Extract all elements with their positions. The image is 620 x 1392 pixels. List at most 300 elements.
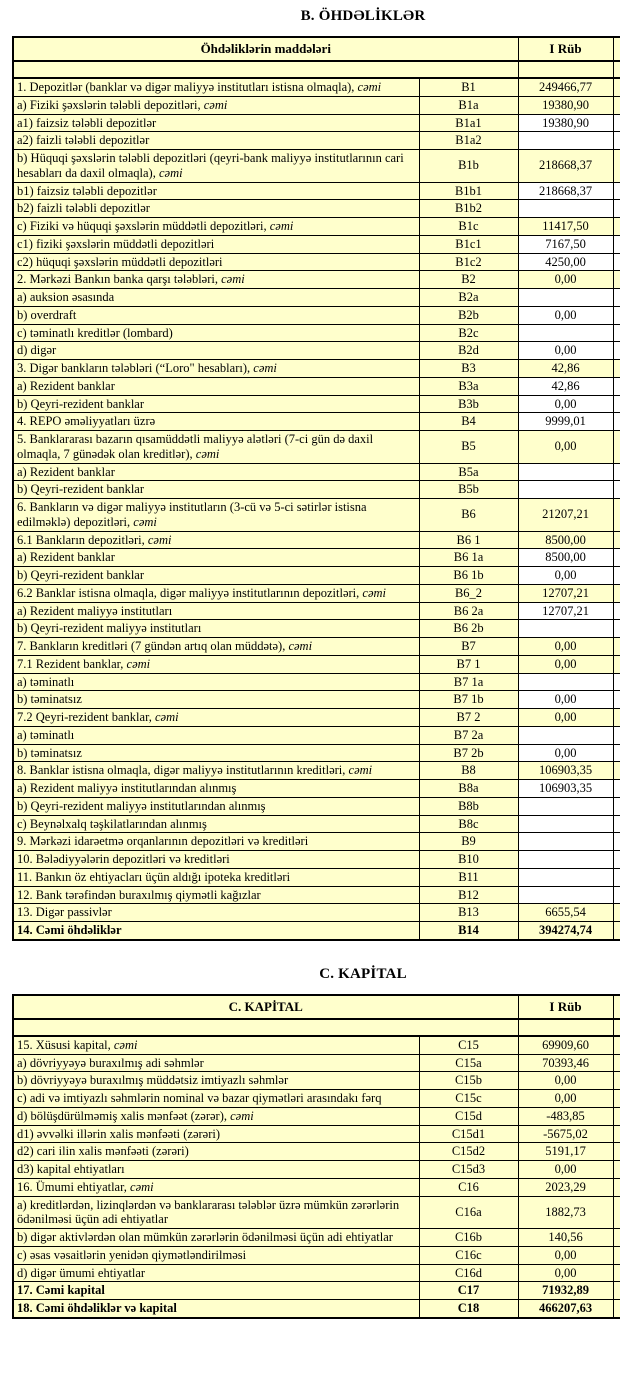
row-label [13, 815, 419, 833]
row-label [13, 132, 419, 150]
row-value: -483,85 [518, 1107, 613, 1125]
row-next-period-cell [613, 218, 620, 236]
row-code: B8 [419, 762, 518, 780]
row-label-italic: cəmi [154, 710, 179, 724]
row-label [13, 114, 419, 132]
row-code: B7 2a [419, 726, 518, 744]
row-label-text: 2. Mərkəzi Bankın banka qarşı tələbləri, [17, 272, 222, 287]
row-next-period-cell [613, 673, 620, 691]
row-next-period-cell [613, 78, 620, 96]
table-row [13, 289, 620, 307]
table-row [13, 1090, 620, 1108]
row-label [13, 1246, 419, 1264]
row-next-period-cell [613, 868, 620, 886]
row-label [13, 833, 419, 851]
row-value: 0,00 [518, 691, 613, 709]
table-row [13, 602, 620, 620]
row-code: C16a [419, 1196, 518, 1229]
row-value [518, 324, 613, 342]
row-next-period-cell [613, 780, 620, 798]
row-label [13, 481, 419, 499]
row-label [13, 1300, 419, 1318]
row-code: B1b1 [419, 182, 518, 200]
row-label-text: d1) əvvəlki illərin xalis mənfəəti (zərəri) [17, 1126, 221, 1141]
row-code: C15 [419, 1036, 518, 1054]
row-next-period-cell [613, 1107, 620, 1125]
row-next-period-cell [613, 342, 620, 360]
row-label-text: a) Rezident banklar [17, 378, 115, 393]
row-value: 71932,89 [518, 1282, 613, 1300]
row-next-period-cell [613, 1178, 620, 1196]
row-next-period-cell [613, 306, 620, 324]
row-value [518, 200, 613, 218]
row-next-period-cell [613, 1036, 620, 1054]
row-code: C15a [419, 1054, 518, 1072]
row-label [13, 235, 419, 253]
row-label [13, 584, 419, 602]
capital-table [12, 994, 620, 1319]
row-next-period-cell [613, 235, 620, 253]
row-label-text: b) dövriyyəyə buraxılmış müddətsiz imtiyazlı səhmlər [17, 1073, 289, 1088]
table-row [13, 182, 620, 200]
row-value: 249466,77 [518, 78, 613, 96]
row-label-text: a) kreditlərdən, lizinqlərdən və banklararası tələblər üzrə mümkün zərərlərin ödənilməsi üçün adi ehtiyatlar [17, 1197, 400, 1227]
row-label-text: d) bölüşdürülməmiş xalis mənfəət (zərər), [17, 1108, 231, 1123]
row-label-text: a) təminatlı [17, 727, 75, 742]
row-value: 0,00 [518, 1264, 613, 1282]
row-label [13, 395, 419, 413]
section-b-title: B. ÖHDƏLİKLƏR [300, 8, 426, 24]
table-row [13, 395, 620, 413]
spacer-cell [13, 1019, 518, 1036]
table-row [13, 691, 620, 709]
row-code: B7 2 [419, 709, 518, 727]
row-next-period-cell [613, 1072, 620, 1090]
table-row [13, 235, 620, 253]
row-value [518, 289, 613, 307]
row-value [518, 868, 613, 886]
table-row [13, 1300, 620, 1318]
row-next-period-cell [613, 1161, 620, 1179]
row-label [13, 620, 419, 638]
row-value: 0,00 [518, 1072, 613, 1090]
row-label [13, 78, 419, 96]
row-value [518, 620, 613, 638]
table-row [13, 1072, 620, 1090]
row-label-text: d2) cari ilin xalis mənfəəti (zərəri) [17, 1144, 189, 1159]
row-next-period-cell [613, 531, 620, 549]
row-value [518, 815, 613, 833]
table-row [13, 481, 620, 499]
liabilities-table [12, 36, 620, 941]
row-label [13, 1178, 419, 1196]
row-label [13, 762, 419, 780]
row-code: C16c [419, 1246, 518, 1264]
row-value [518, 797, 613, 815]
table-row [13, 342, 620, 360]
row-label-text: 13. Digər passivlər [17, 905, 112, 920]
table-row [13, 904, 620, 922]
row-label [13, 271, 419, 289]
row-code: B1a [419, 96, 518, 114]
row-value: 218668,37 [518, 182, 613, 200]
row-label-text: 10. Bələdiyyələrin depozitləri və kreditləri [17, 852, 230, 866]
row-value: 5191,17 [518, 1143, 613, 1161]
row-label-text: d) digər [17, 343, 57, 358]
spacer-row [13, 61, 620, 78]
table-row [13, 851, 620, 869]
column-header-items: C. KAPİTAL [13, 995, 518, 1019]
table-row [13, 360, 620, 378]
row-code: C16d [419, 1264, 518, 1282]
table-row [13, 886, 620, 904]
row-next-period-cell [613, 132, 620, 150]
row-code: B8a [419, 780, 518, 798]
row-code: B12 [419, 886, 518, 904]
table-row [13, 1196, 620, 1229]
row-code: B8b [419, 797, 518, 815]
table-row [13, 1282, 620, 1300]
table-row [13, 673, 620, 691]
row-next-period-cell [613, 289, 620, 307]
row-code: B1c1 [419, 235, 518, 253]
row-label-text: 6.1 Bankların depozitləri, [17, 532, 148, 547]
row-value: 0,00 [518, 271, 613, 289]
table-row [13, 271, 620, 289]
row-value: 6655,54 [518, 904, 613, 922]
row-label [13, 1054, 419, 1072]
row-value: 42,86 [518, 377, 613, 395]
row-label [13, 904, 419, 922]
row-value: -5675,02 [518, 1125, 613, 1143]
row-label-text: b) digər aktivlərdən olan mümkün zərərlərin ödənilməsi üçün adi ehtiyatlar [17, 1230, 393, 1244]
row-value: 0,00 [518, 1161, 613, 1179]
table-row [13, 726, 620, 744]
row-label [13, 655, 419, 673]
row-label [13, 726, 419, 744]
table-row [13, 762, 620, 780]
row-label [13, 691, 419, 709]
row-label-text: b2) faizli tələbli depozitlər [17, 201, 150, 216]
row-label [13, 253, 419, 271]
row-code: B7 1 [419, 655, 518, 673]
table-row [13, 218, 620, 236]
table-row [13, 1143, 620, 1161]
row-label [13, 744, 419, 762]
row-code: C15b [419, 1072, 518, 1090]
row-value: 0,00 [518, 744, 613, 762]
row-label-text: b) Qeyri-rezident banklar [17, 396, 145, 411]
row-label-text: a) Rezident maliyyə institutları [17, 603, 173, 618]
row-value: 0,00 [518, 395, 613, 413]
row-label-italic: cəmi [288, 639, 313, 653]
row-value: 7167,50 [518, 235, 613, 253]
row-label [13, 1125, 419, 1143]
column-header-period: I Rüb [518, 37, 613, 61]
row-value: 0,00 [518, 567, 613, 585]
row-label-text: a) təminatlı [17, 674, 75, 689]
table-row [13, 1246, 620, 1264]
row-value: 12707,21 [518, 602, 613, 620]
spacer-cell [613, 61, 620, 78]
row-code: B6 1b [419, 567, 518, 585]
row-next-period-cell [613, 655, 620, 673]
table-row [13, 499, 620, 532]
row-value: 4250,00 [518, 253, 613, 271]
table-row [13, 78, 620, 96]
row-code: B1a1 [419, 114, 518, 132]
row-next-period-cell [613, 395, 620, 413]
row-next-period-cell [613, 150, 620, 183]
row-value: 19380,90 [518, 96, 613, 114]
row-next-period-cell [613, 499, 620, 532]
row-label-italic: cəmi [130, 1179, 154, 1194]
row-next-period-cell [613, 851, 620, 869]
row-label [13, 413, 419, 431]
row-code: B3b [419, 395, 518, 413]
row-value: 394274,74 [518, 922, 613, 940]
row-label [13, 1229, 419, 1247]
row-label-italic: cəmi [230, 1108, 254, 1123]
row-code: B7 1b [419, 691, 518, 709]
row-label [13, 96, 419, 114]
row-label-text: 17. Cəmi kapital [17, 1283, 105, 1298]
row-value [518, 463, 613, 481]
row-label-text: 15. Xüsusi kapital, [17, 1037, 114, 1052]
row-next-period-cell [613, 253, 620, 271]
row-label-italic: cəmi [147, 532, 172, 547]
row-code: B5a [419, 463, 518, 481]
table-row [13, 132, 620, 150]
row-label [13, 218, 419, 236]
row-label-text: 18. Cəmi öhdəliklər və kapital [17, 1301, 177, 1315]
row-value: 69909,60 [518, 1036, 613, 1054]
section-c-title: C. KAPİTAL [319, 965, 407, 982]
row-code: B2 [419, 271, 518, 289]
row-value: 0,00 [518, 655, 613, 673]
row-next-period-cell [613, 1196, 620, 1229]
row-label-text: b) təminatsız [17, 745, 82, 760]
row-next-period-cell [613, 96, 620, 114]
row-value [518, 481, 613, 499]
row-label-text: 1. Depozitlər (banklar və digər maliyyə institutları istisna olmaqla), [17, 80, 358, 94]
row-label-text: c) Fiziki və hüquqi şəxslərin müddətli depozitləri, [17, 219, 270, 233]
row-label [13, 306, 419, 324]
row-label-text: b) təminatsız [17, 692, 82, 707]
row-value: 11417,50 [518, 218, 613, 236]
row-value: 0,00 [518, 709, 613, 727]
row-code: B5 [419, 431, 518, 464]
row-label [13, 1036, 419, 1054]
table-row [13, 780, 620, 798]
row-value: 0,00 [518, 342, 613, 360]
row-code: B11 [419, 868, 518, 886]
row-label-italic: cəmi [158, 165, 183, 180]
row-next-period-cell [613, 904, 620, 922]
table-row [13, 377, 620, 395]
row-code: C16b [419, 1229, 518, 1247]
row-code: B10 [419, 851, 518, 869]
row-label [13, 709, 419, 727]
table-row [13, 1125, 620, 1143]
row-next-period-cell [613, 797, 620, 815]
liabilities-rows [13, 78, 620, 940]
row-label-text: a2) faizli tələbli depozitlər [17, 133, 150, 148]
row-label [13, 549, 419, 567]
table-row [13, 833, 620, 851]
row-next-period-cell [613, 833, 620, 851]
row-label [13, 1090, 419, 1108]
row-label [13, 324, 419, 342]
row-next-period-cell [613, 567, 620, 585]
row-code: B6 1 [419, 531, 518, 549]
row-next-period-cell [613, 709, 620, 727]
row-label-text: a1) faizsiz tələbli depozitlər [17, 115, 157, 130]
row-code: B2a [419, 289, 518, 307]
row-label [13, 289, 419, 307]
row-label [13, 1264, 419, 1282]
row-label-italic: cəmi [357, 80, 382, 94]
row-next-period-cell [613, 1229, 620, 1247]
row-label [13, 673, 419, 691]
row-label [13, 1143, 419, 1161]
row-label [13, 499, 419, 532]
table-row [13, 620, 620, 638]
row-value: 2023,29 [518, 1178, 613, 1196]
table-row [13, 922, 620, 940]
row-label-text: b) Qeyri-rezident banklar [17, 568, 145, 582]
row-next-period-cell [613, 620, 620, 638]
row-label-text: c1) fiziki şəxslərin müddətli depozitləri [17, 236, 215, 251]
row-value: 9999,01 [518, 413, 613, 431]
table-row [13, 797, 620, 815]
row-label-italic: cəmi [253, 361, 277, 375]
row-label [13, 377, 419, 395]
row-label [13, 602, 419, 620]
table-row [13, 1054, 620, 1072]
spacer-row [13, 1019, 620, 1036]
spacer-cell [518, 61, 613, 78]
row-label-text: 7.2 Qeyri-rezident banklar, [17, 710, 155, 724]
row-label-text: c) əsas vəsaitlərin yenidən qiymətləndirilməsi [17, 1247, 247, 1262]
row-label-text: 16. Ümumi ehtiyatlar, [17, 1179, 131, 1194]
row-value: 0,00 [518, 638, 613, 656]
row-label-text: c) adi və imtiyazlı səhmlərin nominal və bazar qiymətləri arasındakı fərq [17, 1091, 382, 1105]
table-row [13, 1178, 620, 1196]
row-label [13, 1072, 419, 1090]
table-row [13, 638, 620, 656]
table-row [13, 253, 620, 271]
row-next-period-cell [613, 271, 620, 289]
row-code: C15d2 [419, 1143, 518, 1161]
table-row [13, 306, 620, 324]
row-code: C15d1 [419, 1125, 518, 1143]
column-header-items: Öhdəliklərin maddələri [13, 37, 518, 61]
row-code: B4 [419, 413, 518, 431]
row-label-italic: cəmi [348, 763, 373, 778]
row-code: B8c [419, 815, 518, 833]
row-label-italic: cəmi [195, 446, 220, 461]
row-label-text: d) digər ümumi ehtiyatlar [17, 1265, 146, 1280]
row-label-italic: cəmi [126, 656, 151, 671]
row-code: B2b [419, 306, 518, 324]
row-label [13, 780, 419, 798]
row-value: 106903,35 [518, 780, 613, 798]
row-code: B1 [419, 78, 518, 96]
table-row [13, 114, 620, 132]
row-next-period-cell [613, 549, 620, 567]
row-next-period-cell [613, 413, 620, 431]
row-value: 70393,46 [518, 1054, 613, 1072]
row-label-text: 6. Bankların və digər maliyyə institutların (3-cü və 5-ci sətirlər istisna edilməklə) depozitləri, [17, 500, 367, 529]
row-label-text: a) Rezident banklar [17, 464, 115, 479]
row-value: 218668,37 [518, 150, 613, 183]
table-row [13, 549, 620, 567]
row-next-period-cell [613, 463, 620, 481]
row-next-period-cell [613, 1125, 620, 1143]
row-code: B7 [419, 638, 518, 656]
row-label-text: 9. Mərkəzi idarəetmə orqanlarının depozitləri və kreditləri [17, 834, 309, 849]
row-next-period-cell [613, 691, 620, 709]
table-row [13, 1264, 620, 1282]
row-label-text: 5. Banklararası bazarın qısamüddətli maliyyə alətləri (7-ci gün də daxil olmaqla, 7 günədək olan kreditlər), [17, 432, 374, 461]
row-label [13, 360, 419, 378]
row-label-text: c2) hüquqi şəxslərin müddətli depozitləri [17, 254, 223, 269]
row-code: C16 [419, 1178, 518, 1196]
row-value [518, 833, 613, 851]
column-header-next-period [613, 37, 620, 61]
row-code: B9 [419, 833, 518, 851]
row-label [13, 886, 419, 904]
row-code: C18 [419, 1300, 518, 1318]
row-next-period-cell [613, 377, 620, 395]
row-label [13, 1107, 419, 1125]
row-value: 466207,63 [518, 1300, 613, 1318]
row-label-italic: cəmi [133, 514, 157, 529]
table-row [13, 567, 620, 585]
row-code: B2d [419, 342, 518, 360]
row-label [13, 463, 419, 481]
spacer-cell [518, 1019, 613, 1036]
row-next-period-cell [613, 1143, 620, 1161]
table-row [13, 431, 620, 464]
table-row [13, 655, 620, 673]
row-value: 8500,00 [518, 549, 613, 567]
table-row [13, 1036, 620, 1054]
row-label-text: 7. Bankların kreditləri (7 gündən artıq olan müddətə), [17, 639, 289, 653]
row-code: B7 2b [419, 744, 518, 762]
row-value: 0,00 [518, 306, 613, 324]
table-row [13, 584, 620, 602]
table-row [13, 96, 620, 114]
row-next-period-cell [613, 638, 620, 656]
table-row [13, 413, 620, 431]
row-next-period-cell [613, 886, 620, 904]
row-value: 140,56 [518, 1229, 613, 1247]
row-next-period-cell [613, 182, 620, 200]
row-next-period-cell [613, 744, 620, 762]
column-header-period: I Rüb [518, 995, 613, 1019]
row-label [13, 1196, 419, 1229]
table-row [13, 463, 620, 481]
row-label-italic: cəmi [221, 272, 245, 287]
row-label [13, 638, 419, 656]
row-value: 0,00 [518, 431, 613, 464]
row-label-text: c) təminatlı kreditlər (lombard) [17, 325, 173, 340]
row-label [13, 342, 419, 360]
row-label-text: c) Beynəlxalq təşkilatlarından alınmış [17, 816, 207, 831]
row-label [13, 200, 419, 218]
